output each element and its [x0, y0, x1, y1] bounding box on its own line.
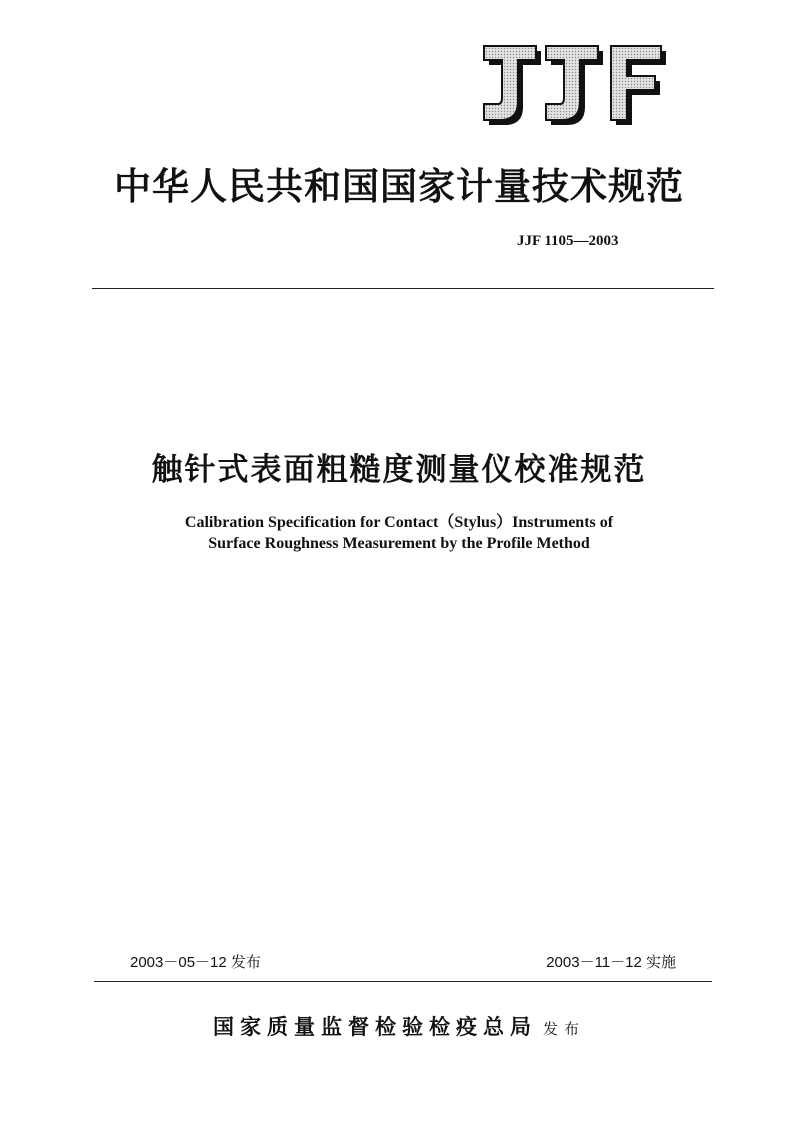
standard-number: JJF 1105—2003 [517, 233, 619, 249]
logo-letters [484, 46, 661, 120]
header-title: 中华人民共和国国家计量技术规范 [114, 164, 684, 208]
logo-letter-j1 [484, 46, 536, 120]
logo-letter-f [611, 46, 661, 120]
document-title-zh: 触针式表面粗糙度测量仪校准规范 [151, 452, 647, 488]
publisher-line [0, 1011, 798, 1041]
jjf-logo [482, 44, 672, 128]
document-title-en-line1: Calibration Specification for Contact（Stylus）Instruments of [184, 514, 614, 531]
logo-letter-j2 [546, 46, 598, 120]
document-title-en-line2: Surface Roughness Measurement by the Profile Method [208, 535, 590, 552]
publisher-suffix: 发布 [542, 1020, 585, 1038]
implementation-date: 2003－11－12 实施 [546, 954, 676, 971]
issue-date: 2003－05－12 发布 [130, 954, 261, 971]
publisher-name: 国家质量监督检验检疫总局 [212, 1014, 537, 1039]
bottom-divider [94, 981, 712, 982]
top-divider [92, 288, 714, 289]
